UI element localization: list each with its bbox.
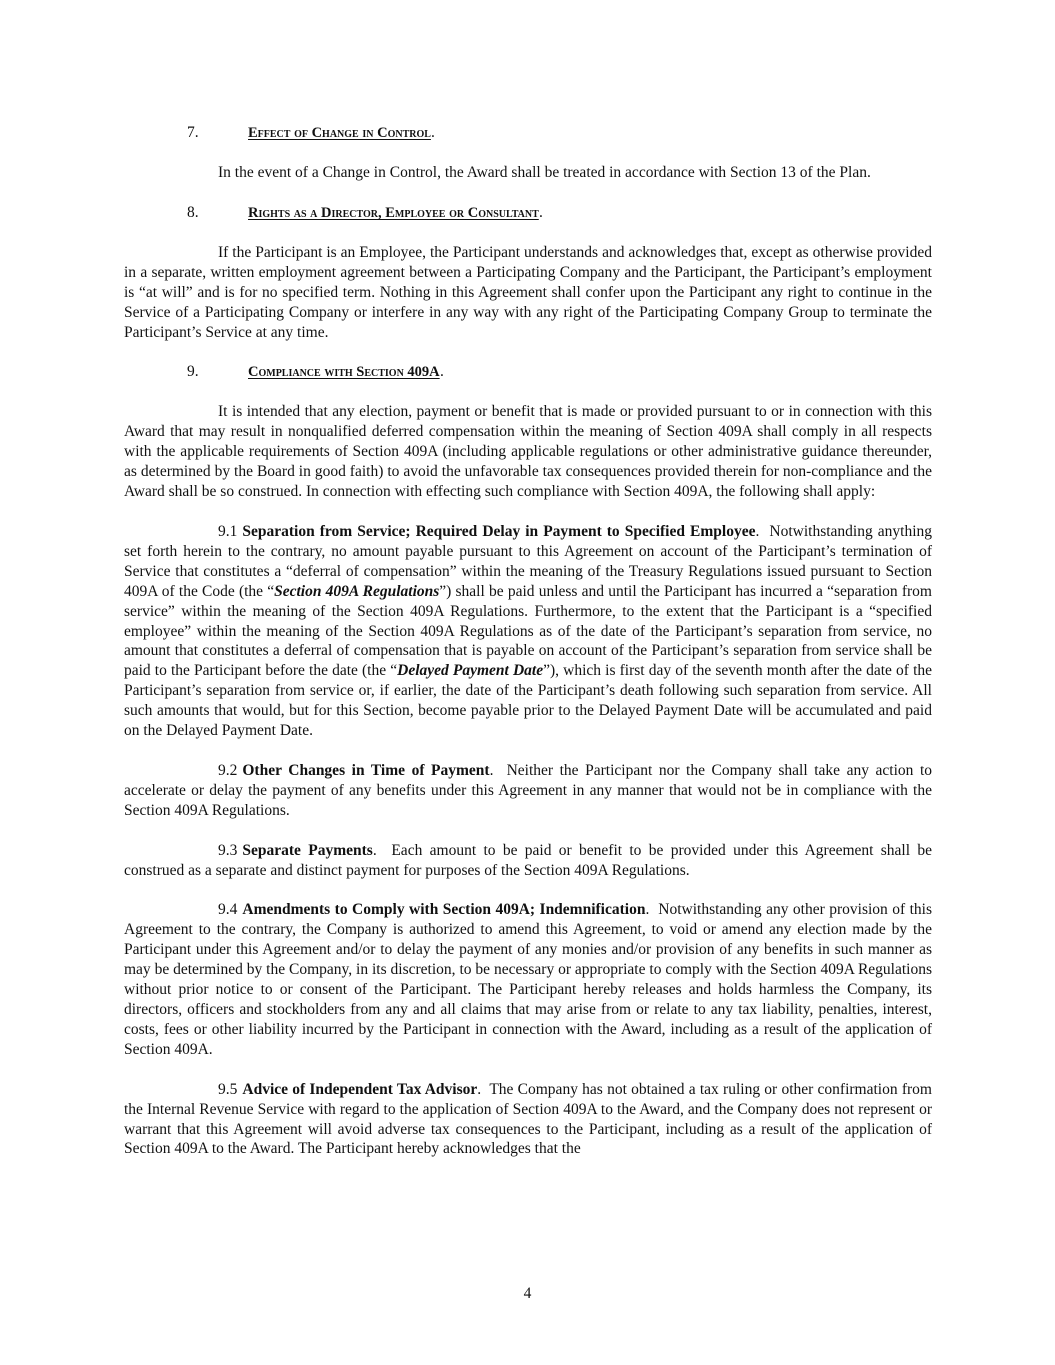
- section-7-heading: [124, 123, 932, 143]
- subsection-text: Neither the Participant nor the Company shall take any action to accelerate or delay the payment of any benefits under this Agreement in any manner that would not be in compliance with the Section 409A Regulations.: [124, 761, 933, 819]
- defined-term: Section 409A Regulations: [274, 582, 440, 600]
- title-suffix: .: [431, 124, 435, 141]
- section-7-paragraph: In the event of a Change in Control, the Award shall be treated in accordance with Section 13 of the Plan.: [218, 164, 871, 181]
- subsection-text: ”) shall be paid unless and until the Participant has incurred a “separation from service” within the meaning of the Section 409A Regulations. Furthermore, to the extent that the Participant is a “specified employee” within the meaning of the Section 409A Regulations as of the date of the Participant’s separation from service, no amount that constitutes a deferral of compensation that is payable on account of the Participant’s separation from service shall be paid to the Participant before the date (the “: [124, 582, 932, 680]
- subsection-number: 9.4: [218, 901, 238, 919]
- section-number: 7.: [187, 124, 199, 141]
- section-9-heading: [124, 362, 932, 382]
- section-title-text: Rights as a Director, Employee or Consultant: [248, 204, 539, 221]
- subsection-number: 9.5: [218, 1080, 238, 1098]
- subsection-9-1: [124, 522, 932, 741]
- section-title: [248, 203, 539, 223]
- subsection-text: Notwithstanding any other provision of this Agreement to the contrary, the Company is authorized to amend this Agreement, to void or amend any election made by the Participant under this Agreement and/or to delay the payment of any monies and/or provision of any benefits in such manner as may be determined by the Company, in its discretion, to be necessary or appropriate to comply with the Section 409A Regulations without prior notice to or consent of the Participant. The Participant hereby releases and holds harmless the Company, its directors, officers and stockholders from any and all claims that may arise from or relate to any tax liability, penalties, interest, costs, fees or other liability incurred by the Participant in connection with the Award, including as a result of the application of Section 409A.: [124, 901, 933, 1058]
- subsection-title: Amendments to Comply with Section 409A; Indemnification: [242, 901, 646, 919]
- section-title-text: Compliance with Section 409A: [248, 364, 440, 381]
- defined-term: Delayed Payment Date: [397, 662, 544, 680]
- section-8-heading: [124, 203, 932, 223]
- title-suffix: .: [645, 901, 650, 919]
- page-number: 4: [523, 1285, 532, 1302]
- subsection-9-5: [124, 1080, 932, 1160]
- title-suffix: .: [477, 1080, 482, 1098]
- title-suffix: .: [539, 203, 543, 221]
- subsection-text: ”), which is first day of the seventh month after the date of the Participant’s separation from service or, if earlier, the date of the Participant’s death following such separation from service. All such amounts that would, but for this Section, become payable prior to the Delayed Payment Date will be accumulated and paid on the Delayed Payment Date.: [124, 662, 933, 740]
- subsection-title: Other Changes in Time of Payment: [242, 761, 490, 779]
- title-suffix: .: [755, 522, 760, 540]
- title-suffix: .: [372, 841, 377, 859]
- subsection-9-3: [124, 841, 932, 881]
- subsection-text: Each amount to be paid or benefit to be provided under this Agreement shall be construed as a separate and distinct payment for purposes of the Section 409A Regulations.: [124, 841, 932, 879]
- section-number: 9.: [187, 363, 199, 381]
- section-number: 8.: [187, 203, 199, 221]
- section-title-text: Effect of Change in Control: [248, 125, 431, 141]
- document-page: [124, 123, 932, 1159]
- subsection-text: Notwithstanding anything set forth herein to the contrary, no amount payable pursuant to this Agreement on account of the Participant’s termination of Service that constitutes a “deferral of compensation” within the meaning of the Treasury Regulations issued pursuant to Section 409A of the Code (the “: [124, 522, 932, 600]
- subsection-title: Separation from Service; Required Delay in Payment to Specified Employee: [242, 522, 756, 540]
- subsection-9-2: [124, 761, 932, 821]
- section-title: [248, 123, 431, 143]
- subsection-9-4: [124, 900, 932, 1059]
- subsection-number: 9.3: [218, 841, 238, 859]
- section-8-paragraph: If the Participant is an Employee, the Participant understands and acknowledges that, except as otherwise provided in a separate, written employment agreement between a Participating Company and the Participant, the Participant’s employment is “at will” and is for no specified term. Nothing in this Agreement shall confer upon the Participant any right to continue in the Service of a Participating Company or interfere in any way with any right of the Participating Company Group to terminate the Participant’s Service at any time.: [124, 243, 932, 341]
- section-9-intro-paragraph: It is intended that any election, payment or benefit that is made or provided pursuant to or in connection with this Award that may result in nonqualified deferred compensation within the meaning of Section 409A shall comply in all respects with the applicable requirements of Section 409A (including applicable regulations or other administrative guidance thereunder, as determined by the Board in good faith) to avoid the unfavorable tax consequences provided therein for non-compliance and the Award shall be so construed. In connection with effecting such compliance with Section 409A, the following shall apply:: [124, 403, 932, 501]
- subsection-title: Advice of Independent Tax Advisor: [242, 1080, 478, 1098]
- section-title: [248, 362, 440, 382]
- subsection-number: 9.1: [218, 522, 238, 540]
- subsection-text: The Company has not obtained a tax ruling or other confirmation from the Internal Revenue Service with regard to the application of Section 409A to the Award, and the Company does not represent or warrant that this Agreement will avoid adverse tax consequences to the Participant, including as a result of the application of Section 409A to the Award. The Participant hereby acknowledges that the: [124, 1080, 932, 1158]
- title-suffix: .: [440, 363, 444, 381]
- subsection-number: 9.2: [218, 761, 238, 779]
- title-suffix: .: [489, 761, 494, 779]
- subsection-title: Separate Payments: [242, 841, 373, 859]
